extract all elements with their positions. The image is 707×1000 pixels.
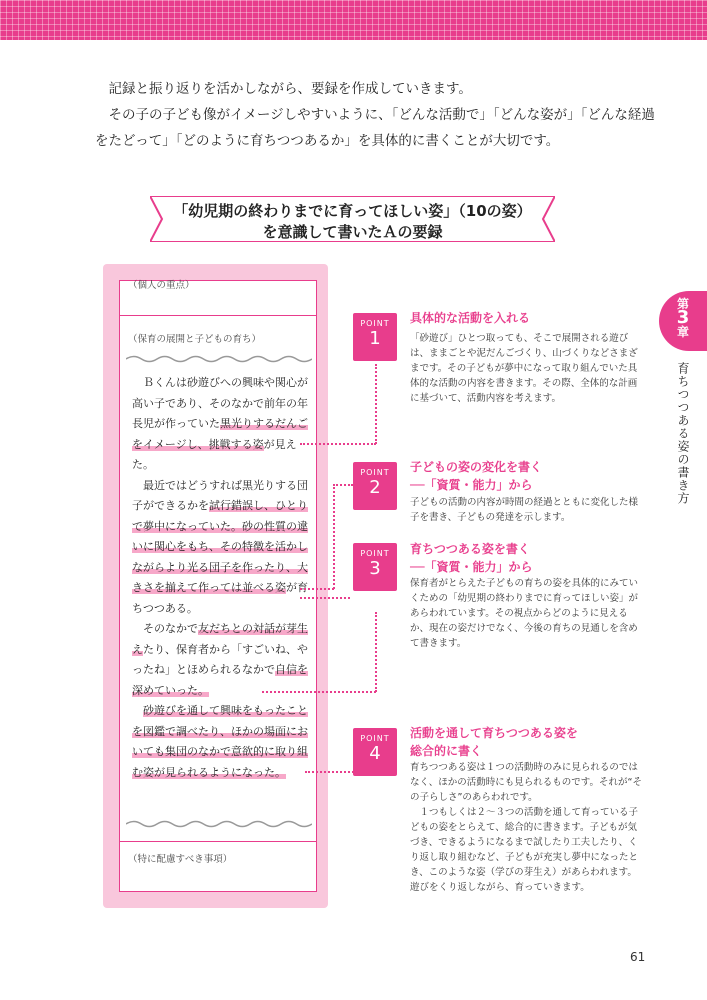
point-label: POINT bbox=[360, 549, 390, 558]
chapter-title: 育ちつつある姿の書き方 bbox=[676, 362, 690, 505]
top-pattern-band bbox=[0, 0, 707, 40]
label-care-development: （保育の展開と子どもの育ち） bbox=[128, 334, 262, 345]
point-number: 3 bbox=[369, 558, 381, 579]
connector-line-3b bbox=[262, 691, 376, 693]
text: 最近ではどうすれば黒光りする団子ができるかを bbox=[132, 478, 308, 512]
text: Ｂくんは砂遊びへの興味や関心が高い子であり、そのなかで前年の年長児が作っていた bbox=[132, 376, 308, 430]
point-3-title-line-2: ──「資質・能力」から bbox=[410, 560, 533, 574]
point-2-title bbox=[410, 458, 640, 494]
divider bbox=[120, 315, 316, 316]
record-paragraph-1 bbox=[132, 373, 312, 476]
highlight-3: 友だちとの対話が芽生え bbox=[132, 622, 308, 656]
highlight-5: 砂遊びを通して興味をもったことを図鑑で調べたり、ほかの場面においても集団のなかで意欲的に取り組む姿が見られるようになった。 bbox=[132, 704, 308, 779]
point-number: 1 bbox=[369, 328, 381, 349]
connector-line-3h bbox=[300, 597, 350, 599]
connector-line-1v bbox=[375, 364, 377, 444]
point-2-title-line-1: 子どもの姿の変化を書く bbox=[410, 460, 543, 474]
banner-title-line-1: 「幼児期の終わりまでに育ってほしい姿」（10の姿） bbox=[173, 202, 532, 220]
chapter-tab bbox=[659, 291, 707, 351]
point-label: POINT bbox=[360, 734, 390, 743]
point-4-title-line-2: 総合的に書く bbox=[410, 744, 483, 758]
page-number: 61 bbox=[630, 950, 646, 964]
banner-title-line-2: を意識して書いたＡの要録 bbox=[262, 223, 443, 241]
text: そのなかで bbox=[143, 622, 198, 635]
connector-line-2t bbox=[333, 484, 353, 486]
text: が育ちつつある。 bbox=[132, 581, 308, 615]
point-3-title-line-1: 育ちつつある姿を書く bbox=[410, 542, 530, 556]
point-badge-3 bbox=[353, 543, 397, 591]
divider bbox=[120, 841, 316, 842]
point-4-text bbox=[410, 760, 642, 895]
text: が見えた。 bbox=[132, 437, 297, 471]
intro-paragraph-1: 記録と振り返りを活かしながら、要録を作成していきます。 bbox=[108, 81, 472, 97]
label-individual-focus: （個人の重点） bbox=[128, 280, 195, 291]
point-4-title-line-1: 活動を通して育ちつつある姿を bbox=[410, 726, 578, 740]
text: たり、保育者から「すごいね、やったね」とほめられるなかで bbox=[132, 642, 308, 676]
wave-divider-top bbox=[126, 354, 312, 364]
intro-text bbox=[95, 76, 655, 154]
record-paragraph-2 bbox=[132, 476, 312, 620]
connector-line-2h bbox=[300, 588, 334, 590]
chapter-number: 3 bbox=[676, 307, 690, 328]
record-paragraph-3 bbox=[132, 619, 312, 701]
point-1-title: 具体的な活動を入れる bbox=[410, 311, 531, 325]
point-label: POINT bbox=[360, 319, 390, 328]
label-special-consideration: （特に配慮すべき事項） bbox=[128, 854, 233, 865]
wave-divider-bottom bbox=[126, 819, 312, 829]
record-sheet bbox=[119, 280, 317, 892]
point-4-title bbox=[410, 724, 640, 760]
highlight-1: 黒光りするだんごをイメージし、挑戦する姿 bbox=[132, 417, 308, 451]
point-4-text-para-1: 育ちつつある姿は１つの活動時のみに見られるのではなく、ほかの活動時にも見られるものです。それが“その子らしさ”のあらわれです。 bbox=[410, 762, 642, 803]
connector-line-2v bbox=[333, 484, 335, 589]
point-number: 4 bbox=[369, 743, 381, 764]
connector-line-1h bbox=[300, 443, 376, 445]
point-badge-4 bbox=[353, 728, 397, 776]
chapter-prefix: 第 bbox=[676, 297, 689, 311]
point-2-text: 子どもの活動の内容が時間の経過とともに変化した様子を書き、子どもの発達を示します。 bbox=[410, 497, 639, 523]
highlight-4: 自信を深めていった。 bbox=[132, 663, 308, 697]
connector-line-3v bbox=[375, 612, 377, 692]
point-number: 2 bbox=[369, 477, 381, 498]
point-badge-2 bbox=[353, 462, 397, 510]
point-3-text: 保育者がとらえた子どもの育ちの姿を具体的にみていくための「幼児期の終わりまでに育ってほしい姿」があらわれています。その視点からどのように見えるか、現在の姿だけでなく、今後の育ちの見通しを含めて書きます。 bbox=[410, 578, 639, 649]
point-3-title bbox=[410, 540, 640, 576]
intro-paragraph-2: その子の子ども像がイメージしやすいように、「どんな活動で」「どんな姿が」「どんな経過をたどって」「どのように育ちつつあるか」を具体的に書くことが大切です。 bbox=[95, 107, 655, 149]
chapter-suffix: 章 bbox=[676, 325, 689, 339]
section-banner bbox=[150, 196, 555, 242]
record-paragraph-4 bbox=[132, 701, 312, 783]
point-2-title-line-2: ──「資質・能力」から bbox=[410, 478, 533, 492]
point-1-text: 「砂遊び」ひとつ取っても、そこで展開される遊びは、ままごとや泥だんごづくり、山づくりなどさまざまです。その子どもが夢中になって取り組んでいた具体的な活動の内容を書きます。その際、全体的な計画に基づいて、活動内容を考えます。 bbox=[410, 333, 638, 404]
point-label: POINT bbox=[360, 468, 390, 477]
point-badge-1 bbox=[353, 313, 397, 361]
highlight-2: 試行錯誤し、ひとりで夢中になっていた。砂の性質の違いに関心をもち、その特徴を活かしながらより光る団子を作ったり、大きさを揃えて作っては並べる姿 bbox=[132, 499, 308, 594]
point-4-text-para-2: １つもしくは２～３つの活動を通して育っている子どもの姿をとらえて、総合的に書きます。子どもが気づき、できるようになるまで試したり工夫したり、くり返し取り組むなど、子どもが充実し夢中になったとき、このような姿（学びの芽生え）があらわれます。遊びをくり返しながら、育っていきます。 bbox=[410, 807, 639, 893]
record-body bbox=[132, 373, 312, 783]
